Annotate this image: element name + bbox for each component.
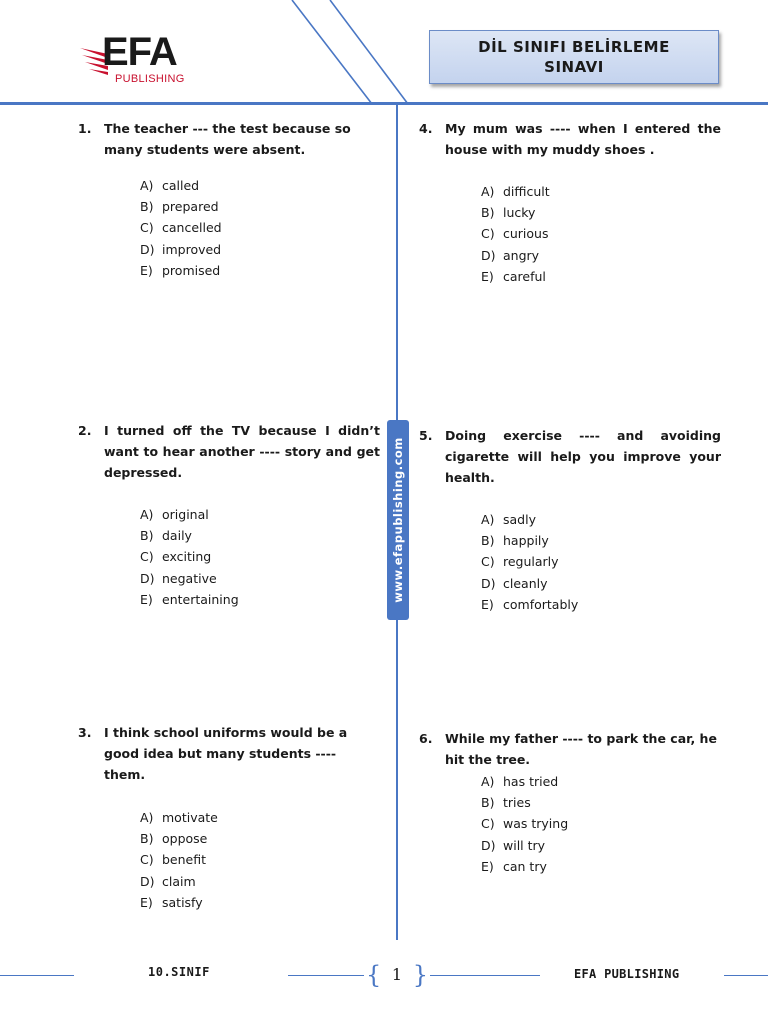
- option-letter: B): [140, 831, 154, 847]
- footer-grade-label: 10.SINIF: [148, 965, 210, 979]
- question-stem: While my father ---- to park the car, he hit the tree.: [445, 731, 717, 767]
- option-b[interactable]: [140, 525, 380, 546]
- option-text: promised: [162, 262, 221, 278]
- option-text: will try: [503, 837, 546, 853]
- footer-line-center-left: [288, 975, 364, 976]
- option-text: motivate: [162, 810, 218, 825]
- question-number: 1.: [78, 121, 92, 136]
- option-letter: D): [140, 241, 155, 257]
- option-b[interactable]: [481, 202, 721, 223]
- option-text: satisfy: [162, 894, 203, 910]
- option-letter: B): [481, 205, 495, 221]
- footer-line-right: [724, 975, 768, 976]
- question-stem: I turned off the TV because I didn’t want to hear another ---- story and get depressed.: [104, 423, 380, 480]
- website-badge: [387, 420, 409, 620]
- option-letter: D): [481, 247, 496, 263]
- bracket-right-icon: }: [412, 961, 428, 989]
- option-letter: E): [481, 858, 494, 874]
- option-text: difficult: [503, 184, 550, 199]
- question-stem: The teacher --- the test because so many students were absent.: [104, 121, 351, 157]
- question-6: [419, 728, 721, 877]
- option-letter: C): [140, 220, 154, 236]
- option-text: angry: [503, 247, 540, 263]
- option-letter: D): [140, 570, 155, 586]
- option-letter: C): [481, 816, 495, 832]
- question-number: 4.: [419, 121, 433, 136]
- option-e[interactable]: [481, 266, 721, 287]
- option-letter: E): [481, 268, 494, 284]
- options-list: [104, 504, 380, 610]
- header-diagonals: [280, 0, 420, 106]
- option-b[interactable]: [481, 530, 721, 551]
- option-d[interactable]: [481, 835, 721, 856]
- option-c[interactable]: [481, 223, 721, 244]
- option-e[interactable]: [481, 594, 721, 615]
- option-letter: C): [140, 549, 154, 565]
- options-list: [445, 181, 721, 287]
- option-text: entertaining: [162, 591, 239, 607]
- question-number: 2.: [78, 423, 92, 438]
- option-letter: E): [481, 596, 494, 612]
- option-letter: E): [140, 262, 153, 278]
- option-letter: A): [140, 810, 154, 825]
- option-text: tries: [503, 795, 531, 811]
- options-list: [445, 771, 721, 877]
- option-e[interactable]: [481, 856, 721, 877]
- option-text: cleanly: [503, 575, 548, 591]
- question-5: [419, 425, 721, 615]
- option-d[interactable]: [140, 871, 380, 892]
- option-c[interactable]: [481, 551, 721, 572]
- footer-line-left: [0, 975, 74, 976]
- options-list: [104, 807, 380, 913]
- option-c[interactable]: [140, 849, 380, 870]
- option-text: oppose: [162, 831, 208, 847]
- option-text: can try: [503, 858, 547, 874]
- logo-text: EFA: [102, 30, 177, 74]
- question-number: 3.: [78, 725, 92, 740]
- option-e[interactable]: [140, 589, 380, 610]
- option-text: lucky: [503, 205, 536, 221]
- exam-title-box: [429, 30, 719, 84]
- option-d[interactable]: [481, 245, 721, 266]
- option-letter: D): [481, 837, 496, 853]
- option-letter: A): [481, 774, 495, 789]
- option-letter: C): [481, 226, 495, 242]
- question-number: 6.: [419, 731, 433, 746]
- question-stem: I think school uniforms would be a good idea but many students ---- them.: [104, 725, 348, 782]
- option-text: benefit: [162, 852, 207, 868]
- page-number: 1: [391, 965, 403, 984]
- option-letter: B): [140, 199, 154, 215]
- option-text: sadly: [503, 512, 536, 527]
- bracket-left-icon: {: [366, 961, 382, 989]
- option-a[interactable]: [481, 181, 721, 202]
- footer-publisher: EFA PUBLISHING: [574, 967, 680, 981]
- option-text: careful: [503, 268, 546, 284]
- option-text: claim: [162, 873, 196, 889]
- options-list: [104, 175, 380, 281]
- option-text: curious: [503, 226, 549, 242]
- option-text: improved: [162, 241, 222, 257]
- page-number-box: [364, 960, 430, 990]
- option-e[interactable]: [140, 892, 380, 913]
- option-text: exciting: [162, 549, 212, 565]
- header-divider: [0, 102, 768, 105]
- question-stem: My mum was ---- when I entered the house with my muddy shoes .: [445, 121, 721, 157]
- option-d[interactable]: [481, 573, 721, 594]
- option-c[interactable]: [481, 813, 721, 834]
- option-text: was trying: [503, 816, 569, 832]
- option-a[interactable]: [481, 509, 721, 530]
- option-text: has tried: [503, 774, 559, 789]
- option-text: negative: [162, 570, 217, 586]
- exam-title-line2: SINAVI: [544, 58, 604, 76]
- option-text: regularly: [503, 554, 559, 570]
- option-a[interactable]: [481, 771, 721, 792]
- question-stem: Doing exercise ---- and avoiding cigarette will help you improve your health.: [445, 428, 721, 485]
- option-letter: A): [140, 178, 154, 193]
- option-text: comfortably: [503, 596, 579, 612]
- option-letter: C): [140, 852, 154, 868]
- option-text: daily: [162, 528, 192, 544]
- option-letter: A): [140, 507, 154, 522]
- option-d[interactable]: [140, 239, 380, 260]
- efa-logo: [78, 30, 208, 88]
- question-2: [78, 420, 380, 610]
- option-b[interactable]: [481, 792, 721, 813]
- question-1: [78, 118, 380, 281]
- footer-line-center-right: [430, 975, 540, 976]
- option-b[interactable]: [140, 828, 380, 849]
- logo-subtext: PUBLISHING: [115, 73, 185, 85]
- option-d[interactable]: [140, 568, 380, 589]
- option-letter: B): [140, 528, 154, 544]
- option-text: original: [162, 507, 209, 522]
- option-letter: C): [481, 554, 495, 570]
- option-a[interactable]: [140, 807, 380, 828]
- option-letter: E): [140, 591, 153, 607]
- option-text: cancelled: [162, 220, 222, 236]
- option-letter: B): [481, 795, 495, 811]
- option-c[interactable]: [140, 546, 380, 567]
- exam-title-line1: DİL SINIFI BELİRLEME: [478, 38, 670, 56]
- question-4: [419, 118, 721, 287]
- option-letter: B): [481, 533, 495, 549]
- option-a[interactable]: [140, 175, 380, 196]
- option-letter: E): [140, 894, 153, 910]
- website-url: www.efapublishing.com: [391, 437, 405, 603]
- option-c[interactable]: [140, 217, 380, 238]
- option-letter: D): [140, 873, 155, 889]
- option-letter: A): [481, 512, 495, 527]
- question-3: [78, 722, 380, 913]
- option-letter: D): [481, 575, 496, 591]
- option-text: called: [162, 178, 200, 193]
- option-text: prepared: [162, 199, 219, 215]
- option-text: happily: [503, 533, 549, 549]
- option-letter: A): [481, 184, 495, 199]
- options-list: [445, 509, 721, 615]
- option-e[interactable]: [140, 260, 380, 281]
- option-b[interactable]: [140, 196, 380, 217]
- option-a[interactable]: [140, 504, 380, 525]
- question-number: 5.: [419, 428, 433, 443]
